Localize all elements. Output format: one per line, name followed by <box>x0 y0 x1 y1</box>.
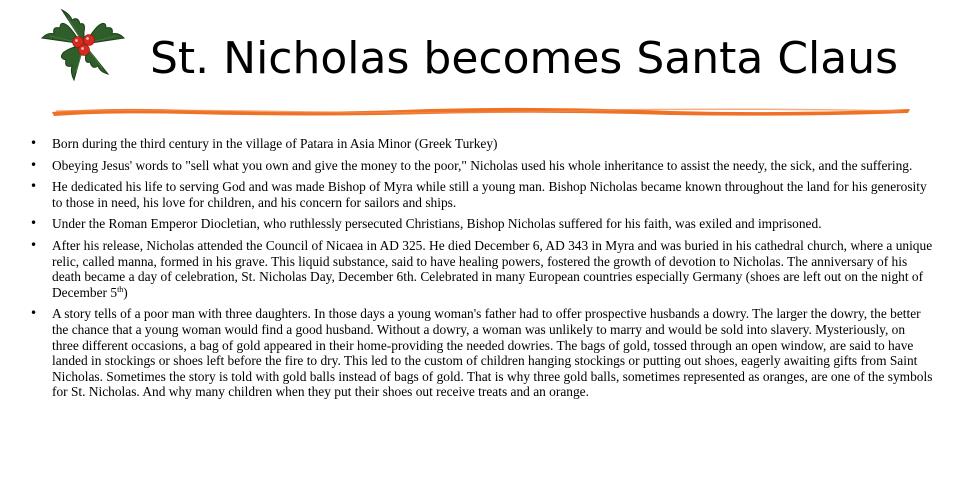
bullet-marker: • <box>30 306 38 321</box>
bullet-list <box>30 136 935 406</box>
bullet-text-closing: ) <box>123 284 128 300</box>
bullet-item <box>30 136 935 152</box>
bullet-text: He dedicated his life to serving God and was made Bishop of Myra while still a young man. Bishop Nicholas became known throughout the land for his generosity to those in need, his love for children, and his concern for sailors and ships. <box>52 179 927 210</box>
bullet-item <box>30 179 935 210</box>
bullet-text: A story tells of a poor man with three daughters. In those days a young woman's father had to offer prospective husbands a dowry. The larger the dowry, the better the chance that a young woman would find a good husband. Without a dowry, a woman was unlikely to marry and would be sold into slavery. Mysteriously, on three different occasions, a bag of gold appeared in their home-providing the needed dowries. The bags of gold, tossed through an open window, are said to have landed in stockings or shoes left before the fire to dry. This led to the custom of children hanging stockings or putting out shoes, eagerly awaiting gifts from Saint Nicholas. Sometimes the story is told with gold balls instead of bags of gold. That is why three gold balls, sometimes represented as oranges, are one of the symbols for St. Nicholas. And why many children when they put their shoes out receive treats and an orange. <box>52 306 933 400</box>
slide-title: St. Nicholas becomes Santa Claus <box>150 33 899 84</box>
holly-icon <box>34 2 134 82</box>
bullet-marker: • <box>30 237 38 252</box>
bullet-marker: • <box>30 216 38 231</box>
bullet-marker: • <box>30 179 38 194</box>
bullet-text: After his release, Nicholas attended the Council of Nicaea in AD 325. He died December 6, AD 343 in Myra and was buried in his cathedral church, where a unique relic, called manna, formed in his grave. This liquid substance, said to have healing powers, fostered the growth of devotion to Nicholas. The anniversary of his death became a day of celebration, St. Nicholas Day, December 6th. Celebrated in many European countries especially Germany (shoes are left out on the night of December 5 <box>52 237 933 300</box>
bullet-marker: • <box>30 157 38 172</box>
bullet-item <box>30 306 935 400</box>
superscript-suffix: th <box>117 284 124 294</box>
bullet-marker: • <box>30 136 38 150</box>
bullet-item <box>30 216 935 232</box>
bullet-item <box>30 158 935 174</box>
bullet-text: Obeying Jesus' words to "sell what you own and give the money to the poor," Nicholas used his whole inheritance to assist the needy, the sick, and the suffering. <box>52 157 913 173</box>
bullet-text: Under the Roman Emperor Diocletian, who ruthlessly persecuted Christians, Bishop Nicholas suffered for his faith, was exiled and imprisoned. <box>52 216 822 232</box>
bullet-text: Born during the third century in the village of Patara in Asia Minor (Greek Turkey) <box>52 136 498 151</box>
bullet-item <box>30 238 935 300</box>
title-underline-decoration <box>50 103 912 119</box>
